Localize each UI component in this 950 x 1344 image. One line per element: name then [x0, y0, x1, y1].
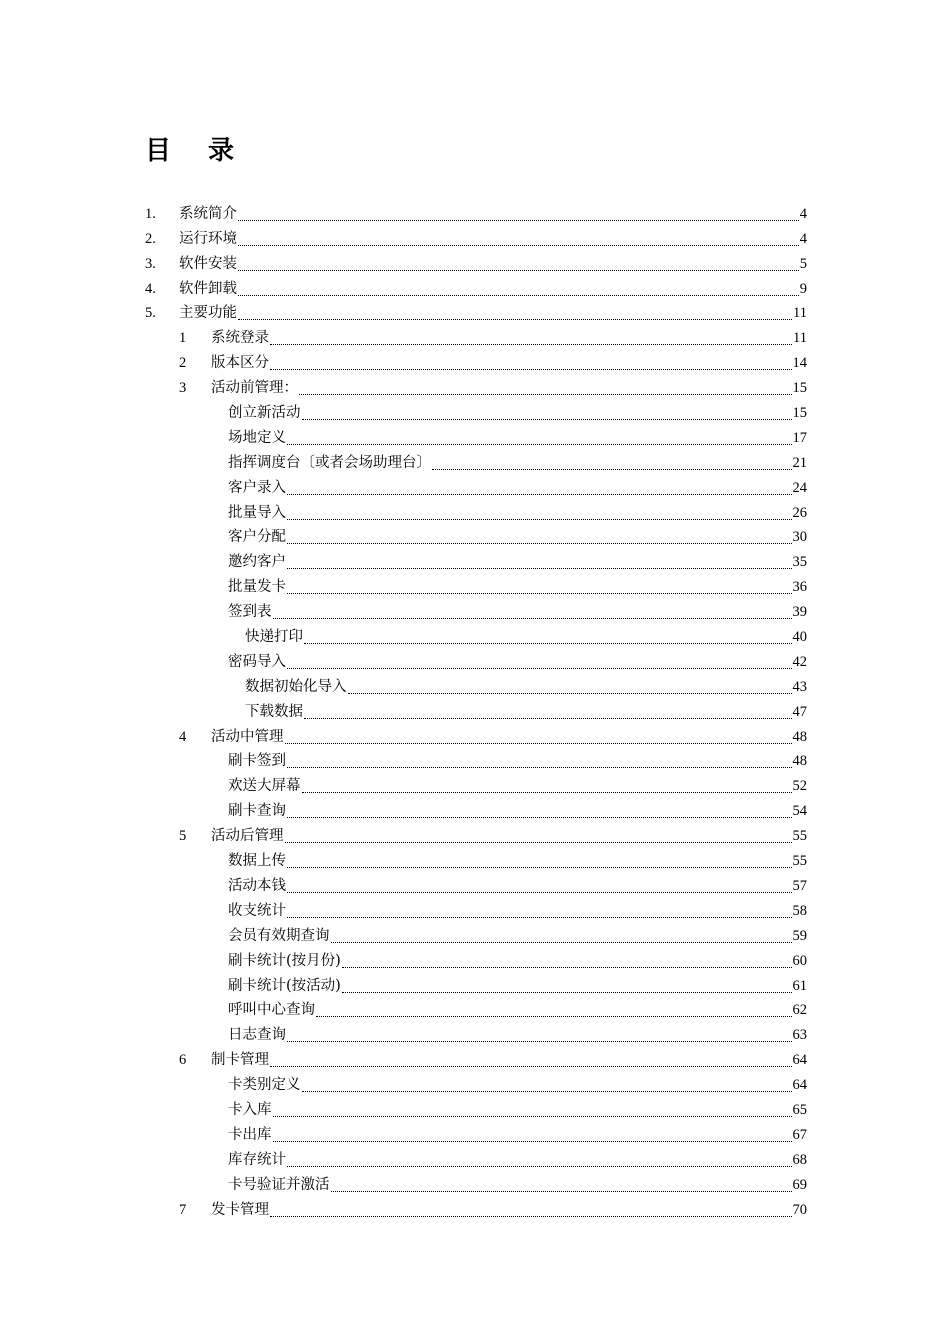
- toc-entry[interactable]: [145, 922, 807, 947]
- toc-entry-page-number: 58: [792, 902, 807, 919]
- toc-entry-page-number: 5: [799, 255, 807, 272]
- toc-entry[interactable]: [145, 723, 807, 748]
- toc-dot-leader: [270, 1055, 792, 1069]
- toc-entry-page-number: 55: [792, 828, 807, 845]
- toc-entry-page-number: 40: [792, 629, 807, 646]
- toc-entry-number: 2.: [145, 230, 156, 247]
- toc-entry[interactable]: [145, 1146, 807, 1171]
- toc-entry[interactable]: [145, 225, 807, 250]
- toc-entry-title[interactable]: 下载数据: [245, 703, 303, 720]
- toc-entry-page-number: 61: [792, 977, 807, 994]
- toc-entry-page-number: 55: [792, 853, 807, 870]
- toc-entry-page-number: 30: [792, 529, 807, 546]
- toc-entry-page-number: 14: [792, 355, 807, 372]
- toc-dot-leader: [331, 1180, 792, 1194]
- toc-entry-title[interactable]: 版本区分: [211, 355, 269, 372]
- toc-entry[interactable]: [145, 698, 807, 723]
- toc-dot-leader: [287, 557, 792, 571]
- toc-entry-title[interactable]: 密码导入: [228, 653, 286, 670]
- toc-entry-title[interactable]: 系统登录: [211, 330, 269, 347]
- toc-entry-title[interactable]: 客户分配: [228, 529, 286, 546]
- toc-entry-title[interactable]: 卡类别定义: [228, 1077, 301, 1094]
- toc-entry-title[interactable]: 欢送大屏幕: [228, 778, 301, 795]
- toc-dot-leader: [238, 234, 799, 248]
- toc-entry[interactable]: [145, 424, 807, 449]
- toc-dot-leader: [287, 582, 792, 596]
- toc-entry[interactable]: [145, 474, 807, 499]
- toc-entry-page-number: 59: [792, 927, 807, 944]
- toc-dot-leader: [287, 508, 792, 522]
- toc-dot-leader: [342, 956, 792, 970]
- toc-entry-number: 1: [179, 330, 187, 347]
- toc-entry-title[interactable]: 运行环境: [179, 230, 237, 247]
- toc-entry-page-number: 69: [792, 1176, 807, 1193]
- toc-dot-leader: [270, 358, 792, 372]
- toc-dot-leader: [287, 756, 792, 770]
- toc-entry[interactable]: [145, 1196, 807, 1221]
- toc-entry[interactable]: [145, 250, 807, 275]
- toc-entry-title[interactable]: 库存统计: [228, 1151, 286, 1168]
- toc-entry-title[interactable]: 系统简介: [179, 205, 237, 222]
- toc-dot-leader: [287, 532, 792, 546]
- toc-entry[interactable]: [145, 623, 807, 648]
- toc-entry-title[interactable]: 活动中管理: [211, 728, 284, 745]
- toc-entry-page-number: 64: [792, 1077, 807, 1094]
- toc-entry-title[interactable]: 签到表: [228, 604, 272, 621]
- toc-entry-title[interactable]: 软件卸载: [179, 280, 237, 297]
- toc-dot-leader: [287, 1155, 792, 1169]
- toc-entry-page-number: 68: [792, 1151, 807, 1168]
- toc-dot-leader: [287, 483, 792, 497]
- toc-dot-leader: [287, 856, 792, 870]
- toc-dot-leader: [285, 831, 792, 845]
- toc-entry[interactable]: [145, 872, 807, 897]
- toc-entry-number: 5: [179, 828, 187, 845]
- toc-entry-page-number: 15: [792, 380, 807, 397]
- toc-list: [145, 200, 807, 1221]
- toc-entry-page-number: 62: [792, 1002, 807, 1019]
- toc-entry-page-number: 60: [792, 952, 807, 969]
- toc-entry-title[interactable]: 呼叫中心查询: [228, 1002, 315, 1019]
- toc-entry[interactable]: [145, 374, 807, 399]
- toc-entry-title[interactable]: 收支统计: [228, 902, 286, 919]
- toc-entry[interactable]: [145, 573, 807, 598]
- toc-entry-page-number: 67: [792, 1126, 807, 1143]
- toc-entry-number: 3: [179, 380, 187, 397]
- toc-entry[interactable]: [145, 524, 807, 549]
- toc-entry-title[interactable]: 卡入库: [228, 1101, 272, 1118]
- toc-entry[interactable]: [145, 449, 807, 474]
- toc-entry[interactable]: [145, 997, 807, 1022]
- toc-entry-page-number: 4: [799, 205, 807, 222]
- toc-entry-title[interactable]: 会员有效期查询: [228, 927, 330, 944]
- toc-entry[interactable]: [145, 349, 807, 374]
- toc-entry-page-number: 24: [792, 479, 807, 496]
- toc-dot-leader: [331, 931, 792, 945]
- toc-dot-leader: [348, 682, 792, 696]
- toc-entry-page-number: 9: [799, 280, 807, 297]
- toc-dot-leader: [285, 732, 792, 746]
- toc-dot-leader: [270, 1205, 792, 1219]
- toc-entry-page-number: 26: [792, 504, 807, 521]
- toc-entry-title[interactable]: 制卡管理: [211, 1052, 269, 1069]
- toc-entry[interactable]: [145, 1071, 807, 1096]
- toc-entry-page-number: 47: [792, 703, 807, 720]
- toc-dot-leader: [287, 906, 792, 920]
- toc-entry-number: 5.: [145, 305, 156, 322]
- toc-dot-leader: [273, 1105, 792, 1119]
- toc-entry-title[interactable]: 刷卡统计(按活动): [228, 977, 341, 994]
- toc-entry[interactable]: [145, 598, 807, 623]
- toc-dot-leader: [273, 1130, 792, 1144]
- toc-entry-title[interactable]: 场地定义: [228, 429, 286, 446]
- toc-dot-leader: [304, 632, 792, 646]
- toc-entry[interactable]: [145, 200, 807, 225]
- toc-entry-page-number: 48: [792, 753, 807, 770]
- toc-dot-leader: [238, 259, 799, 273]
- toc-entry-title[interactable]: 活动前管理：: [211, 380, 298, 397]
- toc-entry-page-number: 54: [792, 803, 807, 820]
- toc-entry[interactable]: [145, 748, 807, 773]
- toc-entry-page-number: 65: [792, 1101, 807, 1118]
- toc-entry-number: 1.: [145, 205, 156, 222]
- toc-entry-page-number: 64: [792, 1052, 807, 1069]
- toc-entry[interactable]: [145, 300, 807, 325]
- toc-dot-leader: [287, 1030, 792, 1044]
- toc-entry-page-number: 11: [793, 305, 807, 322]
- toc-entry-number: 4.: [145, 280, 156, 297]
- toc-dot-leader: [287, 657, 792, 671]
- toc-entry-title[interactable]: 刷卡查询: [228, 803, 286, 820]
- toc-dot-leader: [287, 806, 792, 820]
- toc-entry[interactable]: [145, 1096, 807, 1121]
- toc-entry-page-number: 42: [792, 653, 807, 670]
- toc-entry-page-number: 57: [792, 877, 807, 894]
- toc-entry[interactable]: [145, 548, 807, 573]
- toc-entry[interactable]: [145, 1171, 807, 1196]
- toc-dot-leader: [302, 1080, 792, 1094]
- toc-entry-page-number: 52: [792, 778, 807, 795]
- toc-entry-title[interactable]: 快递打印: [245, 629, 303, 646]
- toc-entry-page-number: 63: [792, 1027, 807, 1044]
- toc-entry-title[interactable]: 卡出库: [228, 1126, 272, 1143]
- toc-entry-page-number: 4: [799, 230, 807, 247]
- toc-title: 目 录: [145, 136, 249, 166]
- toc-entry-number: 7: [179, 1201, 187, 1218]
- toc-entry-title[interactable]: 邀约客户: [228, 554, 286, 571]
- toc-entry-page-number: 43: [792, 678, 807, 695]
- toc-entry[interactable]: [145, 1121, 807, 1146]
- toc-entry[interactable]: [145, 822, 807, 847]
- toc-dot-leader: [302, 408, 792, 422]
- toc-entry-title[interactable]: 卡号验证并激活: [228, 1176, 330, 1193]
- toc-dot-leader: [238, 209, 799, 223]
- toc-entry-page-number: 35: [792, 554, 807, 571]
- toc-entry[interactable]: [145, 972, 807, 997]
- toc-entry-page-number: 48: [792, 728, 807, 745]
- toc-entry[interactable]: [145, 797, 807, 822]
- toc-entry-page-number: 15: [792, 405, 807, 422]
- toc-entry-page-number: 21: [792, 454, 807, 471]
- toc-entry-title[interactable]: 活动后管理: [211, 828, 284, 845]
- toc-entry[interactable]: [145, 847, 807, 872]
- toc-entry[interactable]: [145, 324, 807, 349]
- toc-entry[interactable]: [145, 947, 807, 972]
- toc-entry-title[interactable]: 软件安装: [179, 255, 237, 272]
- toc-entry-title[interactable]: 指挥调度台〔或者会场助理台〕: [228, 454, 431, 471]
- toc-dot-leader: [432, 458, 792, 472]
- toc-dot-leader: [316, 1005, 792, 1019]
- toc-entry-page-number: 70: [792, 1201, 807, 1218]
- toc-dot-leader: [238, 308, 792, 322]
- toc-entry[interactable]: [145, 772, 807, 797]
- toc-entry-title[interactable]: 刷卡签到: [228, 753, 286, 770]
- toc-entry-title[interactable]: 批量导入: [228, 504, 286, 521]
- toc-dot-leader: [302, 781, 792, 795]
- toc-entry-title[interactable]: 创立新活动: [228, 405, 301, 422]
- toc-entry-title[interactable]: 批量发卡: [228, 579, 286, 596]
- toc-entry[interactable]: [145, 1046, 807, 1071]
- toc-entry[interactable]: [145, 275, 807, 300]
- toc-entry-page-number: 36: [792, 579, 807, 596]
- toc-entry[interactable]: [145, 897, 807, 922]
- toc-entry[interactable]: [145, 648, 807, 673]
- toc-entry-number: 6: [179, 1052, 187, 1069]
- toc-entry-title[interactable]: 活动本钱: [228, 877, 286, 894]
- toc-dot-leader: [299, 383, 792, 397]
- toc-dot-leader: [287, 433, 792, 447]
- toc-entry-page-number: 39: [792, 604, 807, 621]
- toc-entry-page-number: 11: [793, 330, 807, 347]
- toc-entry[interactable]: [145, 399, 807, 424]
- toc-entry-title[interactable]: 发卡管理: [211, 1201, 269, 1218]
- toc-dot-leader: [273, 607, 792, 621]
- toc-dot-leader: [304, 707, 792, 721]
- toc-entry-title[interactable]: 刷卡统计(按月份): [228, 952, 341, 969]
- toc-entry-number: 3.: [145, 255, 156, 272]
- toc-entry[interactable]: [145, 499, 807, 524]
- toc-entry-page-number: 17: [792, 429, 807, 446]
- toc-entry-number: 2: [179, 355, 187, 372]
- toc-entry-title[interactable]: 数据初始化导入: [245, 678, 347, 695]
- toc-entry-title[interactable]: 数据上传: [228, 853, 286, 870]
- toc-dot-leader: [342, 981, 792, 995]
- toc-dot-leader: [238, 284, 799, 298]
- toc-entry-title[interactable]: 日志查询: [228, 1027, 286, 1044]
- toc-dot-leader: [287, 881, 792, 895]
- toc-entry[interactable]: [145, 673, 807, 698]
- toc-dot-leader: [270, 333, 792, 347]
- toc-entry-title[interactable]: 主要功能: [179, 305, 237, 322]
- toc-entry-number: 4: [179, 728, 187, 745]
- toc-entry-title[interactable]: 客户录入: [228, 479, 286, 496]
- toc-entry[interactable]: [145, 1021, 807, 1046]
